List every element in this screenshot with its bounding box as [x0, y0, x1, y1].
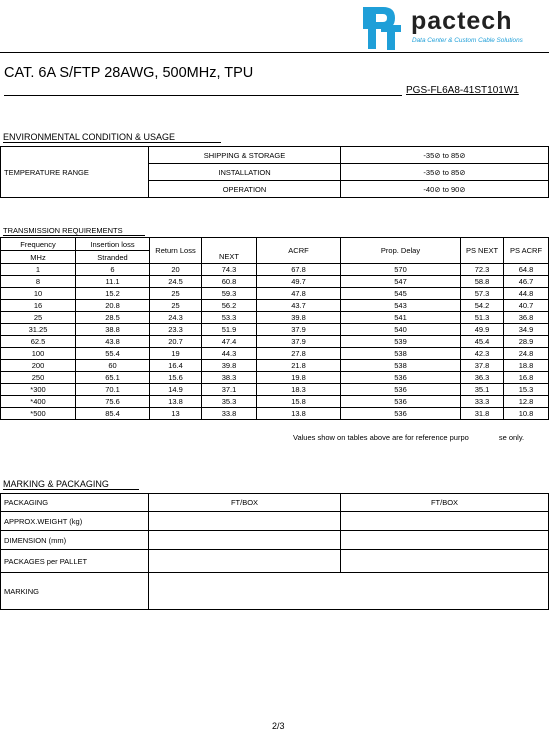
weight-label: APPROX.WEIGHT (kg) [1, 512, 149, 531]
pallet-value-2 [341, 550, 549, 573]
prop-delay-cell: 540 [341, 324, 461, 336]
insertion-loss-cell: 60 [76, 360, 150, 372]
acrf-cell: 13.8 [257, 408, 341, 420]
ps-acrf-cell: 16.8 [504, 372, 549, 384]
frequency-cell: 1 [1, 264, 76, 276]
ps-acrf-cell: 40.7 [504, 300, 549, 312]
ps-next-cell: 31.8 [461, 408, 504, 420]
insertion-loss-cell: 28.5 [76, 312, 150, 324]
dimension-value-2 [341, 531, 549, 550]
acrf-cell: 15.8 [257, 396, 341, 408]
return-loss-header: Return Loss [150, 238, 202, 264]
table-header-row [1, 238, 549, 251]
environment-table [0, 146, 549, 198]
prop-delay-cell: 543 [341, 300, 461, 312]
table-row [1, 531, 549, 550]
table-row [1, 512, 549, 531]
logo-mark-t [381, 25, 401, 50]
reference-note-part-a: Values show on tables above are for reference purpo [293, 433, 469, 442]
weight-value-1 [149, 512, 341, 531]
acrf-cell: 19.8 [257, 372, 341, 384]
prop-delay-header: Prop. Delay [341, 238, 461, 264]
insertion-loss-cell: 55.4 [76, 348, 150, 360]
title-underline [4, 95, 402, 96]
frequency-cell: 62.5 [1, 336, 76, 348]
prop-delay-cell: 570 [341, 264, 461, 276]
env-condition-label: SHIPPING & STORAGE [149, 147, 341, 164]
return-loss-cell: 24.5 [150, 276, 202, 288]
return-loss-cell: 13.8 [150, 396, 202, 408]
acrf-cell: 49.7 [257, 276, 341, 288]
next-cell: 33.8 [202, 408, 257, 420]
frequency-cell: 8 [1, 276, 76, 288]
insertion-loss-cell: 85.4 [76, 408, 150, 420]
table-row [1, 147, 549, 164]
frequency-cell: 25 [1, 312, 76, 324]
packaging-col-1: FT/BOX [149, 494, 341, 512]
next-cell: 56.2 [202, 300, 257, 312]
ps-next-header: PS NEXT [461, 238, 504, 264]
return-loss-cell: 23.3 [150, 324, 202, 336]
prop-delay-cell: 539 [341, 336, 461, 348]
prop-delay-cell: 547 [341, 276, 461, 288]
ps-next-cell: 72.3 [461, 264, 504, 276]
acrf-cell: 37.9 [257, 324, 341, 336]
table-row [1, 372, 549, 384]
ps-next-cell: 35.1 [461, 384, 504, 396]
return-loss-cell: 16.4 [150, 360, 202, 372]
acrf-cell: 21.8 [257, 360, 341, 372]
packaging-heading: MARKING & PACKAGING [3, 479, 109, 489]
table-row [1, 408, 549, 420]
reference-note [293, 433, 524, 442]
ps-acrf-cell: 12.8 [504, 396, 549, 408]
next-cell: 39.8 [202, 360, 257, 372]
packaging-col-2: FT/BOX [341, 494, 549, 512]
acrf-cell: 39.8 [257, 312, 341, 324]
ps-next-cell: 45.4 [461, 336, 504, 348]
return-loss-cell: 13 [150, 408, 202, 420]
ps-acrf-header: PS ACRF [504, 238, 549, 264]
next-cell: 59.3 [202, 288, 257, 300]
pallet-value-1 [149, 550, 341, 573]
table-row [1, 348, 549, 360]
prop-delay-cell: 536 [341, 408, 461, 420]
frequency-cell: *400 [1, 396, 76, 408]
ps-next-cell: 51.3 [461, 312, 504, 324]
insertion-loss-cell: 38.8 [76, 324, 150, 336]
ps-acrf-cell: 36.8 [504, 312, 549, 324]
stranded-header: Stranded [76, 251, 150, 264]
marking-label: MARKING [1, 573, 149, 610]
ps-acrf-cell: 46.7 [504, 276, 549, 288]
prop-delay-cell: 536 [341, 372, 461, 384]
acrf-cell: 27.8 [257, 348, 341, 360]
brand-tagline: Data Center & Custom Cable Solutions [412, 37, 523, 44]
ps-acrf-cell: 64.8 [504, 264, 549, 276]
brand-name: pactech [411, 7, 513, 35]
ps-next-cell: 58.8 [461, 276, 504, 288]
frequency-cell: *300 [1, 384, 76, 396]
insertion-loss-header: Insertion loss [76, 238, 150, 251]
pactech-logo [361, 3, 549, 51]
table-row [1, 573, 549, 610]
insertion-loss-cell: 11.1 [76, 276, 150, 288]
temperature-range-label: TEMPERATURE RANGE [1, 147, 149, 198]
reference-note-part-b: se only. [498, 433, 525, 442]
dimension-label: DIMENSION (mm) [1, 531, 149, 550]
env-condition-label: INSTALLATION [149, 164, 341, 181]
ps-acrf-cell: 10.8 [504, 408, 549, 420]
transmission-table [0, 237, 549, 420]
prop-delay-cell: 536 [341, 396, 461, 408]
transmission-heading: TRANSMISSION REQUIREMENTS [3, 226, 123, 235]
ps-acrf-cell: 18.8 [504, 360, 549, 372]
next-cell: 44.3 [202, 348, 257, 360]
return-loss-cell: 14.9 [150, 384, 202, 396]
next-cell: 60.8 [202, 276, 257, 288]
env-heading-underline [3, 142, 221, 143]
insertion-loss-cell: 70.1 [76, 384, 150, 396]
env-condition-value: -35⊘ to 85⊘ [341, 164, 549, 181]
prop-delay-cell: 538 [341, 348, 461, 360]
return-loss-cell: 19 [150, 348, 202, 360]
prop-delay-cell: 536 [341, 384, 461, 396]
next-cell: 74.3 [202, 264, 257, 276]
return-loss-cell: 20 [150, 264, 202, 276]
ps-acrf-cell: 28.9 [504, 336, 549, 348]
next-header: NEXT [202, 238, 257, 264]
ps-next-cell: 54.2 [461, 300, 504, 312]
transmission-heading-underline [3, 235, 145, 236]
ps-acrf-cell: 34.9 [504, 324, 549, 336]
prop-delay-cell: 538 [341, 360, 461, 372]
table-row [1, 550, 549, 573]
part-number: PGS-FL6A8-41ST101W1 [406, 85, 519, 96]
prop-delay-cell: 541 [341, 312, 461, 324]
return-loss-cell: 20.7 [150, 336, 202, 348]
weight-value-2 [341, 512, 549, 531]
insertion-loss-cell: 65.1 [76, 372, 150, 384]
ps-next-cell: 49.9 [461, 324, 504, 336]
table-row [1, 360, 549, 372]
page-number: 2/3 [272, 721, 285, 731]
ps-next-cell: 36.3 [461, 372, 504, 384]
return-loss-cell: 25 [150, 300, 202, 312]
ps-acrf-cell: 15.3 [504, 384, 549, 396]
frequency-cell: 10 [1, 288, 76, 300]
next-cell: 37.1 [202, 384, 257, 396]
table-row [1, 264, 549, 276]
env-condition-value: -35⊘ to 85⊘ [341, 147, 549, 164]
marking-value [149, 573, 549, 610]
table-row [1, 336, 549, 348]
table-row [1, 276, 549, 288]
return-loss-cell: 24.3 [150, 312, 202, 324]
frequency-cell: *500 [1, 408, 76, 420]
insertion-loss-cell: 6 [76, 264, 150, 276]
acrf-cell: 47.8 [257, 288, 341, 300]
env-heading: ENVIRONMENTAL CONDITION & USAGE [3, 132, 176, 142]
next-cell: 47.4 [202, 336, 257, 348]
table-row [1, 324, 549, 336]
insertion-loss-cell: 43.8 [76, 336, 150, 348]
table-row [1, 396, 549, 408]
table-row [1, 300, 549, 312]
ps-next-cell: 37.8 [461, 360, 504, 372]
next-cell: 51.9 [202, 324, 257, 336]
table-row [1, 494, 549, 512]
prop-delay-cell: 545 [341, 288, 461, 300]
frequency-cell: 200 [1, 360, 76, 372]
return-loss-cell: 15.6 [150, 372, 202, 384]
acrf-cell: 37.9 [257, 336, 341, 348]
next-cell: 38.3 [202, 372, 257, 384]
header-rule [0, 52, 549, 53]
frequency-cell: 250 [1, 372, 76, 384]
frequency-cell: 31.25 [1, 324, 76, 336]
insertion-loss-cell: 20.8 [76, 300, 150, 312]
env-condition-label: OPERATION [149, 181, 341, 198]
transmission-table-body [1, 264, 549, 420]
document-title: CAT. 6A S/FTP 28AWG, 500MHz, TPU [4, 65, 254, 81]
next-cell: 53.3 [202, 312, 257, 324]
packaging-heading-underline [3, 489, 139, 490]
insertion-loss-cell: 75.6 [76, 396, 150, 408]
table-row [1, 384, 549, 396]
return-loss-cell: 25 [150, 288, 202, 300]
insertion-loss-cell: 15.2 [76, 288, 150, 300]
acrf-cell: 67.8 [257, 264, 341, 276]
acrf-cell: 18.3 [257, 384, 341, 396]
dimension-value-1 [149, 531, 341, 550]
packaging-table [0, 493, 549, 610]
ps-acrf-cell: 24.8 [504, 348, 549, 360]
env-condition-value: -40⊘ to 90⊘ [341, 181, 549, 198]
frequency-cell: 16 [1, 300, 76, 312]
ps-next-cell: 57.3 [461, 288, 504, 300]
table-row [1, 288, 549, 300]
acrf-cell: 43.7 [257, 300, 341, 312]
frequency-cell: 100 [1, 348, 76, 360]
mhz-header: MHz [1, 251, 76, 264]
table-row [1, 312, 549, 324]
frequency-header: Frequency [1, 238, 76, 251]
packaging-label: PACKAGING [1, 494, 149, 512]
ps-next-cell: 42.3 [461, 348, 504, 360]
pallet-label: PACKAGES per PALLET [1, 550, 149, 573]
ps-acrf-cell: 44.8 [504, 288, 549, 300]
ps-next-cell: 33.3 [461, 396, 504, 408]
next-cell: 35.3 [202, 396, 257, 408]
acrf-header: ACRF [257, 238, 341, 264]
